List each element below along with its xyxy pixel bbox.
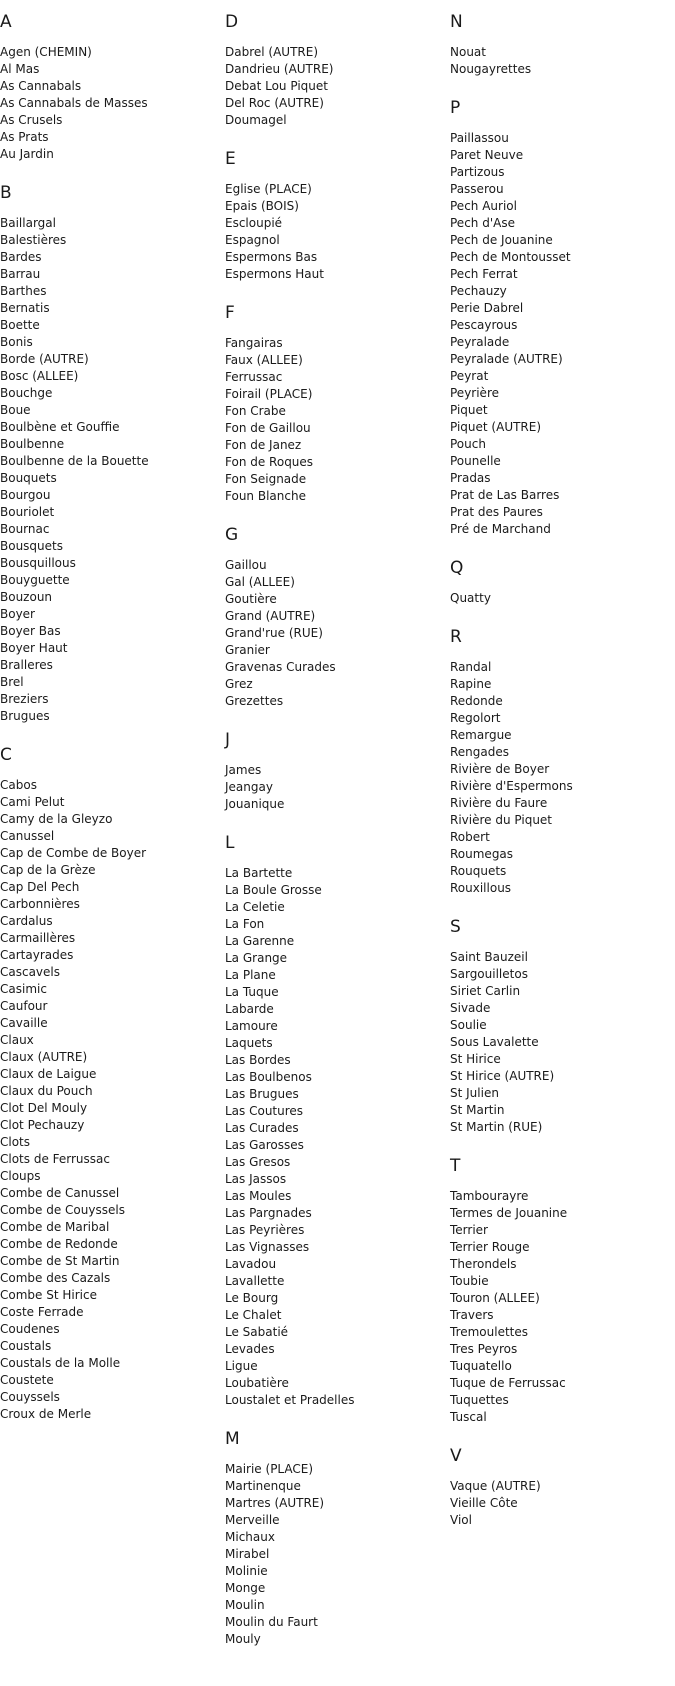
street-item: Brugues	[0, 709, 50, 723]
street-item: Pech de Montousset	[450, 250, 571, 264]
street-item: Canussel	[0, 829, 55, 843]
street-item: Pech d'Ase	[450, 216, 515, 230]
street-item: Perie Dabrel	[450, 301, 524, 315]
street-item: Carbonnières	[0, 897, 80, 911]
street-item: St Martin (RUE)	[450, 1120, 543, 1134]
street-item: Combe des Cazals	[0, 1271, 111, 1285]
street-item: Grand (AUTRE)	[225, 609, 316, 623]
street-item: Combe de Maribal	[0, 1220, 110, 1234]
street-item: Las Vignasses	[225, 1240, 310, 1254]
street-item: Debat Lou Piquet	[225, 79, 328, 93]
street-item: Tremoulettes	[450, 1325, 529, 1339]
street-item: Couyssels	[0, 1390, 60, 1404]
letter-group	[225, 728, 450, 813]
street-item: Vieille Côte	[450, 1496, 518, 1510]
street-item: Las Curades	[225, 1121, 299, 1135]
street-list	[450, 949, 675, 1136]
street-item: Clot Del Mouly	[0, 1101, 88, 1115]
street-item: Prat des Paures	[450, 505, 543, 519]
street-item: Cavaille	[0, 1016, 48, 1030]
street-list	[450, 659, 675, 897]
street-item: Agen (CHEMIN)	[0, 45, 92, 59]
street-item: Carmaillères	[0, 931, 76, 945]
street-item: Cap de Combe de Boyer	[0, 846, 147, 860]
street-item: Pescayrous	[450, 318, 518, 332]
letter-group	[450, 556, 675, 607]
street-item: Michaux	[225, 1530, 275, 1544]
street-item: Rengades	[450, 745, 510, 759]
street-item: Peyralade	[450, 335, 510, 349]
street-item: La Fon	[225, 917, 265, 931]
street-item: Bouchge	[0, 386, 53, 400]
street-list	[450, 130, 675, 538]
street-item: Clots	[0, 1135, 31, 1149]
street-item: Regolort	[450, 711, 501, 725]
street-item: Las Pargnades	[225, 1206, 312, 1220]
street-item: Bournac	[0, 522, 50, 536]
street-list	[0, 44, 225, 163]
street-item: Goutière	[225, 592, 277, 606]
street-item: Baillargal	[0, 216, 56, 230]
street-item: Tres Peyros	[450, 1342, 518, 1356]
street-item: Mairie (PLACE)	[225, 1462, 314, 1476]
letter-heading: G	[225, 525, 239, 545]
street-item: Peyrat	[450, 369, 489, 383]
street-item: Grez	[225, 677, 253, 691]
street-item: Martinenque	[225, 1479, 301, 1493]
street-item: Al Mas	[0, 62, 40, 76]
street-item: Ligue	[225, 1359, 258, 1373]
street-item: Del Roc (AUTRE)	[225, 96, 324, 110]
street-item: Escloupié	[225, 216, 283, 230]
letter-heading: V	[450, 1446, 462, 1466]
street-item: Espermons Bas	[225, 250, 318, 264]
street-item: St Martin	[450, 1103, 505, 1117]
letter-group	[450, 1444, 675, 1529]
street-item: As Prats	[0, 130, 49, 144]
street-item: Roumegas	[450, 847, 514, 861]
letter-heading: S	[450, 917, 461, 937]
street-list	[225, 44, 450, 129]
street-item: Pech Auriol	[450, 199, 517, 213]
street-item: Espagnol	[225, 233, 280, 247]
street-item: Balestières	[0, 233, 67, 247]
street-item: Combe de St Martin	[0, 1254, 120, 1268]
street-item: Borde (AUTRE)	[0, 352, 89, 366]
letter-group	[0, 181, 225, 725]
street-item: La Plane	[225, 968, 276, 982]
street-item: La Celetie	[225, 900, 285, 914]
street-item: Soulie	[450, 1018, 487, 1032]
column-2	[225, 10, 450, 1666]
street-item: Sargouilletos	[450, 967, 528, 981]
street-item: Granier	[225, 643, 270, 657]
street-item: Fon Seignade	[225, 472, 307, 486]
street-item: Coste Ferrade	[0, 1305, 84, 1319]
street-item: Boyer Haut	[0, 641, 68, 655]
street-item: Bousquets	[0, 539, 63, 553]
letter-group	[225, 831, 450, 1409]
street-item: Rivière de Boyer	[450, 762, 550, 776]
street-item: Bardes	[0, 250, 42, 264]
street-item: Touron (ALLEE)	[450, 1291, 540, 1305]
letter-heading: A	[0, 12, 12, 32]
letter-heading: F	[225, 303, 235, 323]
street-item: Gaillou	[225, 558, 267, 572]
street-item: Lavallette	[225, 1274, 285, 1288]
street-item: Coustete	[0, 1373, 54, 1387]
street-item: Gal (ALLEE)	[225, 575, 295, 589]
street-item: Las Brugues	[225, 1087, 299, 1101]
street-item: Partizous	[450, 165, 505, 179]
letter-heading: C	[0, 745, 12, 765]
street-item: Fon de Roques	[225, 455, 314, 469]
street-item: Croux de Merle	[0, 1407, 92, 1421]
street-item: Moulin du Faurt	[225, 1615, 318, 1629]
street-item: Pré de Marchand	[450, 522, 551, 536]
street-item: Barthes	[0, 284, 47, 298]
street-item: Mouly	[225, 1632, 261, 1646]
street-item: Cap de la Grèze	[0, 863, 96, 877]
street-item: Las Garosses	[225, 1138, 304, 1152]
street-item: Gravenas Curades	[225, 660, 336, 674]
street-item: Cardalus	[0, 914, 53, 928]
street-item: Cascavels	[0, 965, 61, 979]
letter-heading: R	[450, 627, 462, 647]
street-item: La Tuque	[225, 985, 279, 999]
street-item: Foun Blanche	[225, 489, 306, 503]
street-item: Monge	[225, 1581, 266, 1595]
street-item: Bernatis	[0, 301, 50, 315]
street-item: Pouch	[450, 437, 486, 451]
street-item: Cami Pelut	[0, 795, 65, 809]
street-item: Claux du Pouch	[0, 1084, 93, 1098]
street-item: Las Peyrières	[225, 1223, 305, 1237]
street-item: Casimic	[0, 982, 47, 996]
street-item: Breziers	[0, 692, 49, 706]
street-item: Bourgou	[0, 488, 51, 502]
street-item: Fangairas	[225, 336, 283, 350]
street-item: Foirail (PLACE)	[225, 387, 313, 401]
street-item: St Hirice (AUTRE)	[450, 1069, 555, 1083]
street-item: As Crusels	[0, 113, 63, 127]
street-item: Boue	[0, 403, 31, 417]
street-list	[225, 335, 450, 505]
letter-group	[225, 1427, 450, 1648]
street-item: Nougayrettes	[450, 62, 532, 76]
street-item: Pradas	[450, 471, 491, 485]
street-item: Terrier Rouge	[450, 1240, 530, 1254]
street-item: Combe de Couyssels	[0, 1203, 125, 1217]
street-item: St Hirice	[450, 1052, 501, 1066]
street-item: Rapine	[450, 677, 492, 691]
street-item: Mirabel	[225, 1547, 270, 1561]
letter-heading: Q	[450, 558, 464, 578]
street-item: La Grange	[225, 951, 288, 965]
street-list	[450, 1478, 675, 1529]
street-item: Rouquets	[450, 864, 507, 878]
street-item: As Cannabals de Masses	[0, 96, 148, 110]
street-item: Therondels	[450, 1257, 517, 1271]
street-item: Bralleres	[0, 658, 53, 672]
street-item: Saint Bauzeil	[450, 950, 528, 964]
letter-heading: D	[225, 12, 239, 32]
street-item: Dandrieu (AUTRE)	[225, 62, 334, 76]
street-item: Jeangay	[225, 780, 273, 794]
street-item: Tuquettes	[450, 1393, 509, 1407]
street-item: Sivade	[450, 1001, 491, 1015]
letter-heading: E	[225, 149, 236, 169]
street-item: Bonis	[0, 335, 33, 349]
street-item: Caufour	[0, 999, 48, 1013]
street-item: Las Boulbenos	[225, 1070, 312, 1084]
street-item: Pechauzy	[450, 284, 507, 298]
street-item: Piquet (AUTRE)	[450, 420, 542, 434]
street-item: Coudenes	[0, 1322, 60, 1336]
street-item: Tambourayre	[450, 1189, 529, 1203]
letter-group	[225, 10, 450, 129]
letter-group	[225, 523, 450, 710]
street-item: Passerou	[450, 182, 504, 196]
street-item: Bosc (ALLEE)	[0, 369, 79, 383]
street-list	[0, 215, 225, 725]
street-item: Robert	[450, 830, 490, 844]
street-item: Termes de Jouanine	[450, 1206, 568, 1220]
street-item: James	[225, 763, 262, 777]
street-item: Tuscal	[450, 1410, 487, 1424]
street-item: Boette	[0, 318, 40, 332]
street-item: Moulin	[225, 1598, 265, 1612]
street-item: Epais (BOIS)	[225, 199, 299, 213]
street-list	[225, 181, 450, 283]
letter-heading: N	[450, 12, 463, 32]
column-1	[0, 10, 225, 1441]
street-list	[225, 1461, 450, 1648]
street-item: Coustals de la Molle	[0, 1356, 121, 1370]
letter-heading: M	[225, 1429, 240, 1449]
street-item: Randal	[450, 660, 492, 674]
street-item: Coustals	[0, 1339, 52, 1353]
street-item: Las Bordes	[225, 1053, 291, 1067]
street-item: Combe de Canussel	[0, 1186, 120, 1200]
street-item: Piquet	[450, 403, 488, 417]
street-item: Doumagel	[225, 113, 287, 127]
letter-group	[450, 10, 675, 78]
street-item: Las Gresos	[225, 1155, 291, 1169]
street-item: Las Coutures	[225, 1104, 304, 1118]
street-item: Peyralade (AUTRE)	[450, 352, 563, 366]
street-item: Sous Lavalette	[450, 1035, 539, 1049]
street-item: Jouanique	[225, 797, 285, 811]
street-item: Las Moules	[225, 1189, 292, 1203]
street-list	[225, 865, 450, 1409]
street-item: Pech de Jouanine	[450, 233, 553, 247]
street-item: Tuque de Ferrussac	[450, 1376, 566, 1390]
street-item: Bouquets	[0, 471, 57, 485]
street-item: Paillassou	[450, 131, 509, 145]
letter-group	[0, 743, 225, 1423]
street-item: Combe de Redonde	[0, 1237, 118, 1251]
street-item: Brel	[0, 675, 24, 689]
street-list	[450, 44, 675, 78]
letter-group	[450, 915, 675, 1136]
street-item: Boulbenne	[0, 437, 65, 451]
street-item: Bouriolet	[0, 505, 55, 519]
street-item: Eglise (PLACE)	[225, 182, 312, 196]
street-item: St Julien	[450, 1086, 499, 1100]
street-item: Las Jassos	[225, 1172, 287, 1186]
street-item: Quatty	[450, 591, 491, 605]
street-item: Cabos	[0, 778, 37, 792]
street-item: Cap Del Pech	[0, 880, 80, 894]
street-item: Grand'rue (RUE)	[225, 626, 323, 640]
street-item: Prat de Las Barres	[450, 488, 560, 502]
street-item: Rivière du Piquet	[450, 813, 553, 827]
street-item: Le Bourg	[225, 1291, 279, 1305]
street-item: As Cannabals	[0, 79, 82, 93]
street-item: Camy de la Gleyzo	[0, 812, 113, 826]
street-item: Boyer	[0, 607, 35, 621]
street-item: Peyrière	[450, 386, 499, 400]
street-item: Ferrussac	[225, 370, 283, 384]
street-item: Dabrel (AUTRE)	[225, 45, 319, 59]
street-list	[0, 777, 225, 1423]
street-item: Combe St Hirice	[0, 1288, 97, 1302]
street-item: Siriet Carlin	[450, 984, 521, 998]
street-item: Boulbène et Gouffie	[0, 420, 120, 434]
street-item: Boyer Bas	[0, 624, 61, 638]
street-item: Lavadou	[225, 1257, 277, 1271]
letter-heading: J	[225, 730, 231, 750]
letter-group	[225, 147, 450, 283]
letter-heading: B	[0, 183, 12, 203]
letter-group	[0, 10, 225, 163]
letter-group	[450, 96, 675, 538]
street-item: Claux	[0, 1033, 34, 1047]
street-item: La Bartette	[225, 866, 293, 880]
street-item: Levades	[225, 1342, 275, 1356]
street-item: Travers	[450, 1308, 494, 1322]
street-item: Pounelle	[450, 454, 501, 468]
street-item: Fon de Janez	[225, 438, 302, 452]
street-list	[450, 1188, 675, 1426]
letter-group	[450, 1154, 675, 1426]
street-item: Pech Ferrat	[450, 267, 518, 281]
street-item: Terrier	[450, 1223, 488, 1237]
street-item: Rivière d'Espermons	[450, 779, 573, 793]
street-list	[450, 590, 675, 607]
letter-heading: P	[450, 98, 461, 118]
street-item: La Garenne	[225, 934, 295, 948]
street-item: Claux (AUTRE)	[0, 1050, 88, 1064]
street-item: Loubatière	[225, 1376, 289, 1390]
street-item: Fon de Gaillou	[225, 421, 311, 435]
letter-group	[450, 625, 675, 897]
column-3	[450, 10, 675, 1547]
street-item: Grezettes	[225, 694, 284, 708]
street-item: Rouxillous	[450, 881, 512, 895]
street-item: La Boule Grosse	[225, 883, 322, 897]
street-item: Clots de Ferrussac	[0, 1152, 110, 1166]
street-item: Paret Neuve	[450, 148, 524, 162]
street-item: Martres (AUTRE)	[225, 1496, 325, 1510]
street-list	[225, 762, 450, 813]
street-item: Le Chalet	[225, 1308, 282, 1322]
street-item: Le Sabatié	[225, 1325, 289, 1339]
street-item: Boulbenne de la Bouette	[0, 454, 149, 468]
street-item: Redonde	[450, 694, 503, 708]
street-item: Claux de Laigue	[0, 1067, 97, 1081]
street-item: Labarde	[225, 1002, 274, 1016]
letter-heading: T	[450, 1156, 461, 1176]
street-item: Toubie	[450, 1274, 489, 1288]
street-item: Au Jardin	[0, 147, 54, 161]
street-item: Cartayrades	[0, 948, 74, 962]
street-item: Merveille	[225, 1513, 280, 1527]
street-item: Barrau	[0, 267, 41, 281]
street-item: Laquets	[225, 1036, 273, 1050]
street-item: Viol	[450, 1513, 472, 1527]
street-item: Bouyguette	[0, 573, 70, 587]
letter-heading: L	[225, 833, 235, 853]
street-list	[225, 557, 450, 710]
street-item: Espermons Haut	[225, 267, 324, 281]
street-item: Remargue	[450, 728, 512, 742]
street-item: Loustalet et Pradelles	[225, 1393, 355, 1407]
street-item: Nouat	[450, 45, 486, 59]
street-item: Tuquatello	[450, 1359, 512, 1373]
street-item: Vaque (AUTRE)	[450, 1479, 541, 1493]
letter-group	[225, 301, 450, 505]
street-item: Bouzoun	[0, 590, 53, 604]
street-item: Lamoure	[225, 1019, 278, 1033]
street-item: Molinie	[225, 1564, 268, 1578]
street-item: Faux (ALLEE)	[225, 353, 303, 367]
street-item: Cloups	[0, 1169, 41, 1183]
street-item: Clot Pechauzy	[0, 1118, 85, 1132]
street-item: Bousquillous	[0, 556, 76, 570]
street-item: Fon Crabe	[225, 404, 286, 418]
street-item: Rivière du Faure	[450, 796, 548, 810]
